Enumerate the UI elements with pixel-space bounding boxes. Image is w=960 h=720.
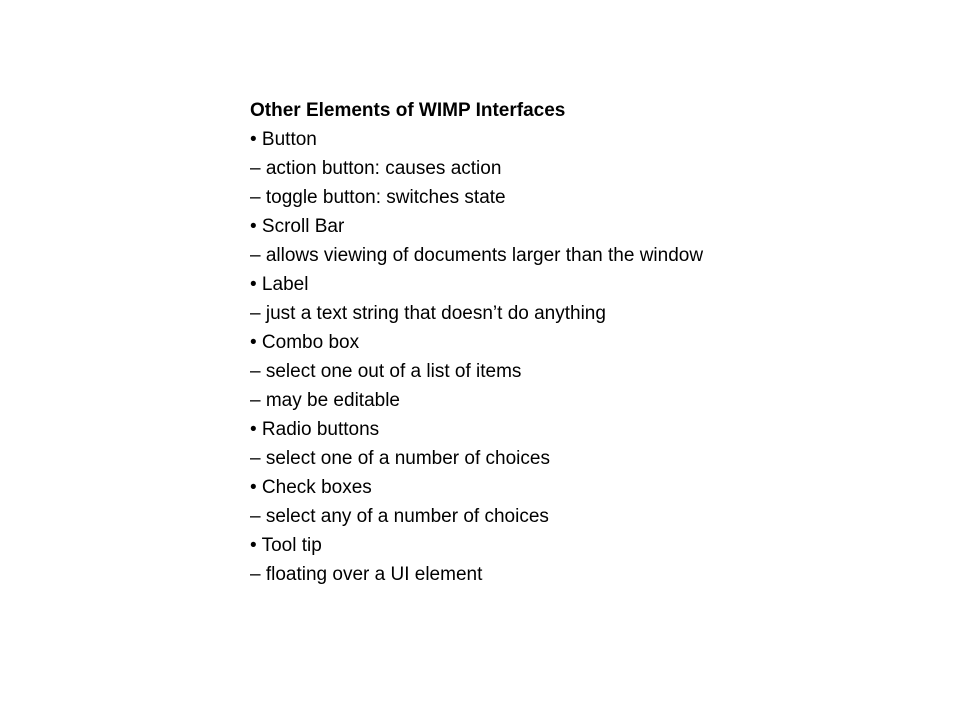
bullet-tool-tip: • Tool tip [250,535,322,556]
bullet-button: • Button [250,129,317,150]
sub-item-combo-editable: – may be editable [250,390,400,411]
bullet-label: • Label [250,274,309,295]
sub-item-combo-select: – select one out of a list of items [250,361,522,382]
bullet-combo-box: • Combo box [250,332,360,353]
sub-item-check-description: – select any of a number of choices [250,506,549,527]
sub-item-action-button: – action button: causes action [250,158,502,179]
bullet-scroll-bar: • Scroll Bar [250,216,345,237]
slide-title: Other Elements of WIMP Interfaces [250,100,566,121]
sub-item-label-description: – just a text string that doesn’t do anything [250,303,606,324]
sub-item-toggle-button: – toggle button: switches state [250,187,506,208]
sub-item-radio-description: – select one of a number of choices [250,448,550,469]
sub-item-tool-tip-description: – floating over a UI element [250,564,483,585]
sub-item-scroll-bar-description: – allows viewing of documents larger than the window [250,245,704,266]
slide-content [250,96,730,589]
bullet-radio-buttons: • Radio buttons [250,419,380,440]
bullet-check-boxes: • Check boxes [250,477,372,498]
